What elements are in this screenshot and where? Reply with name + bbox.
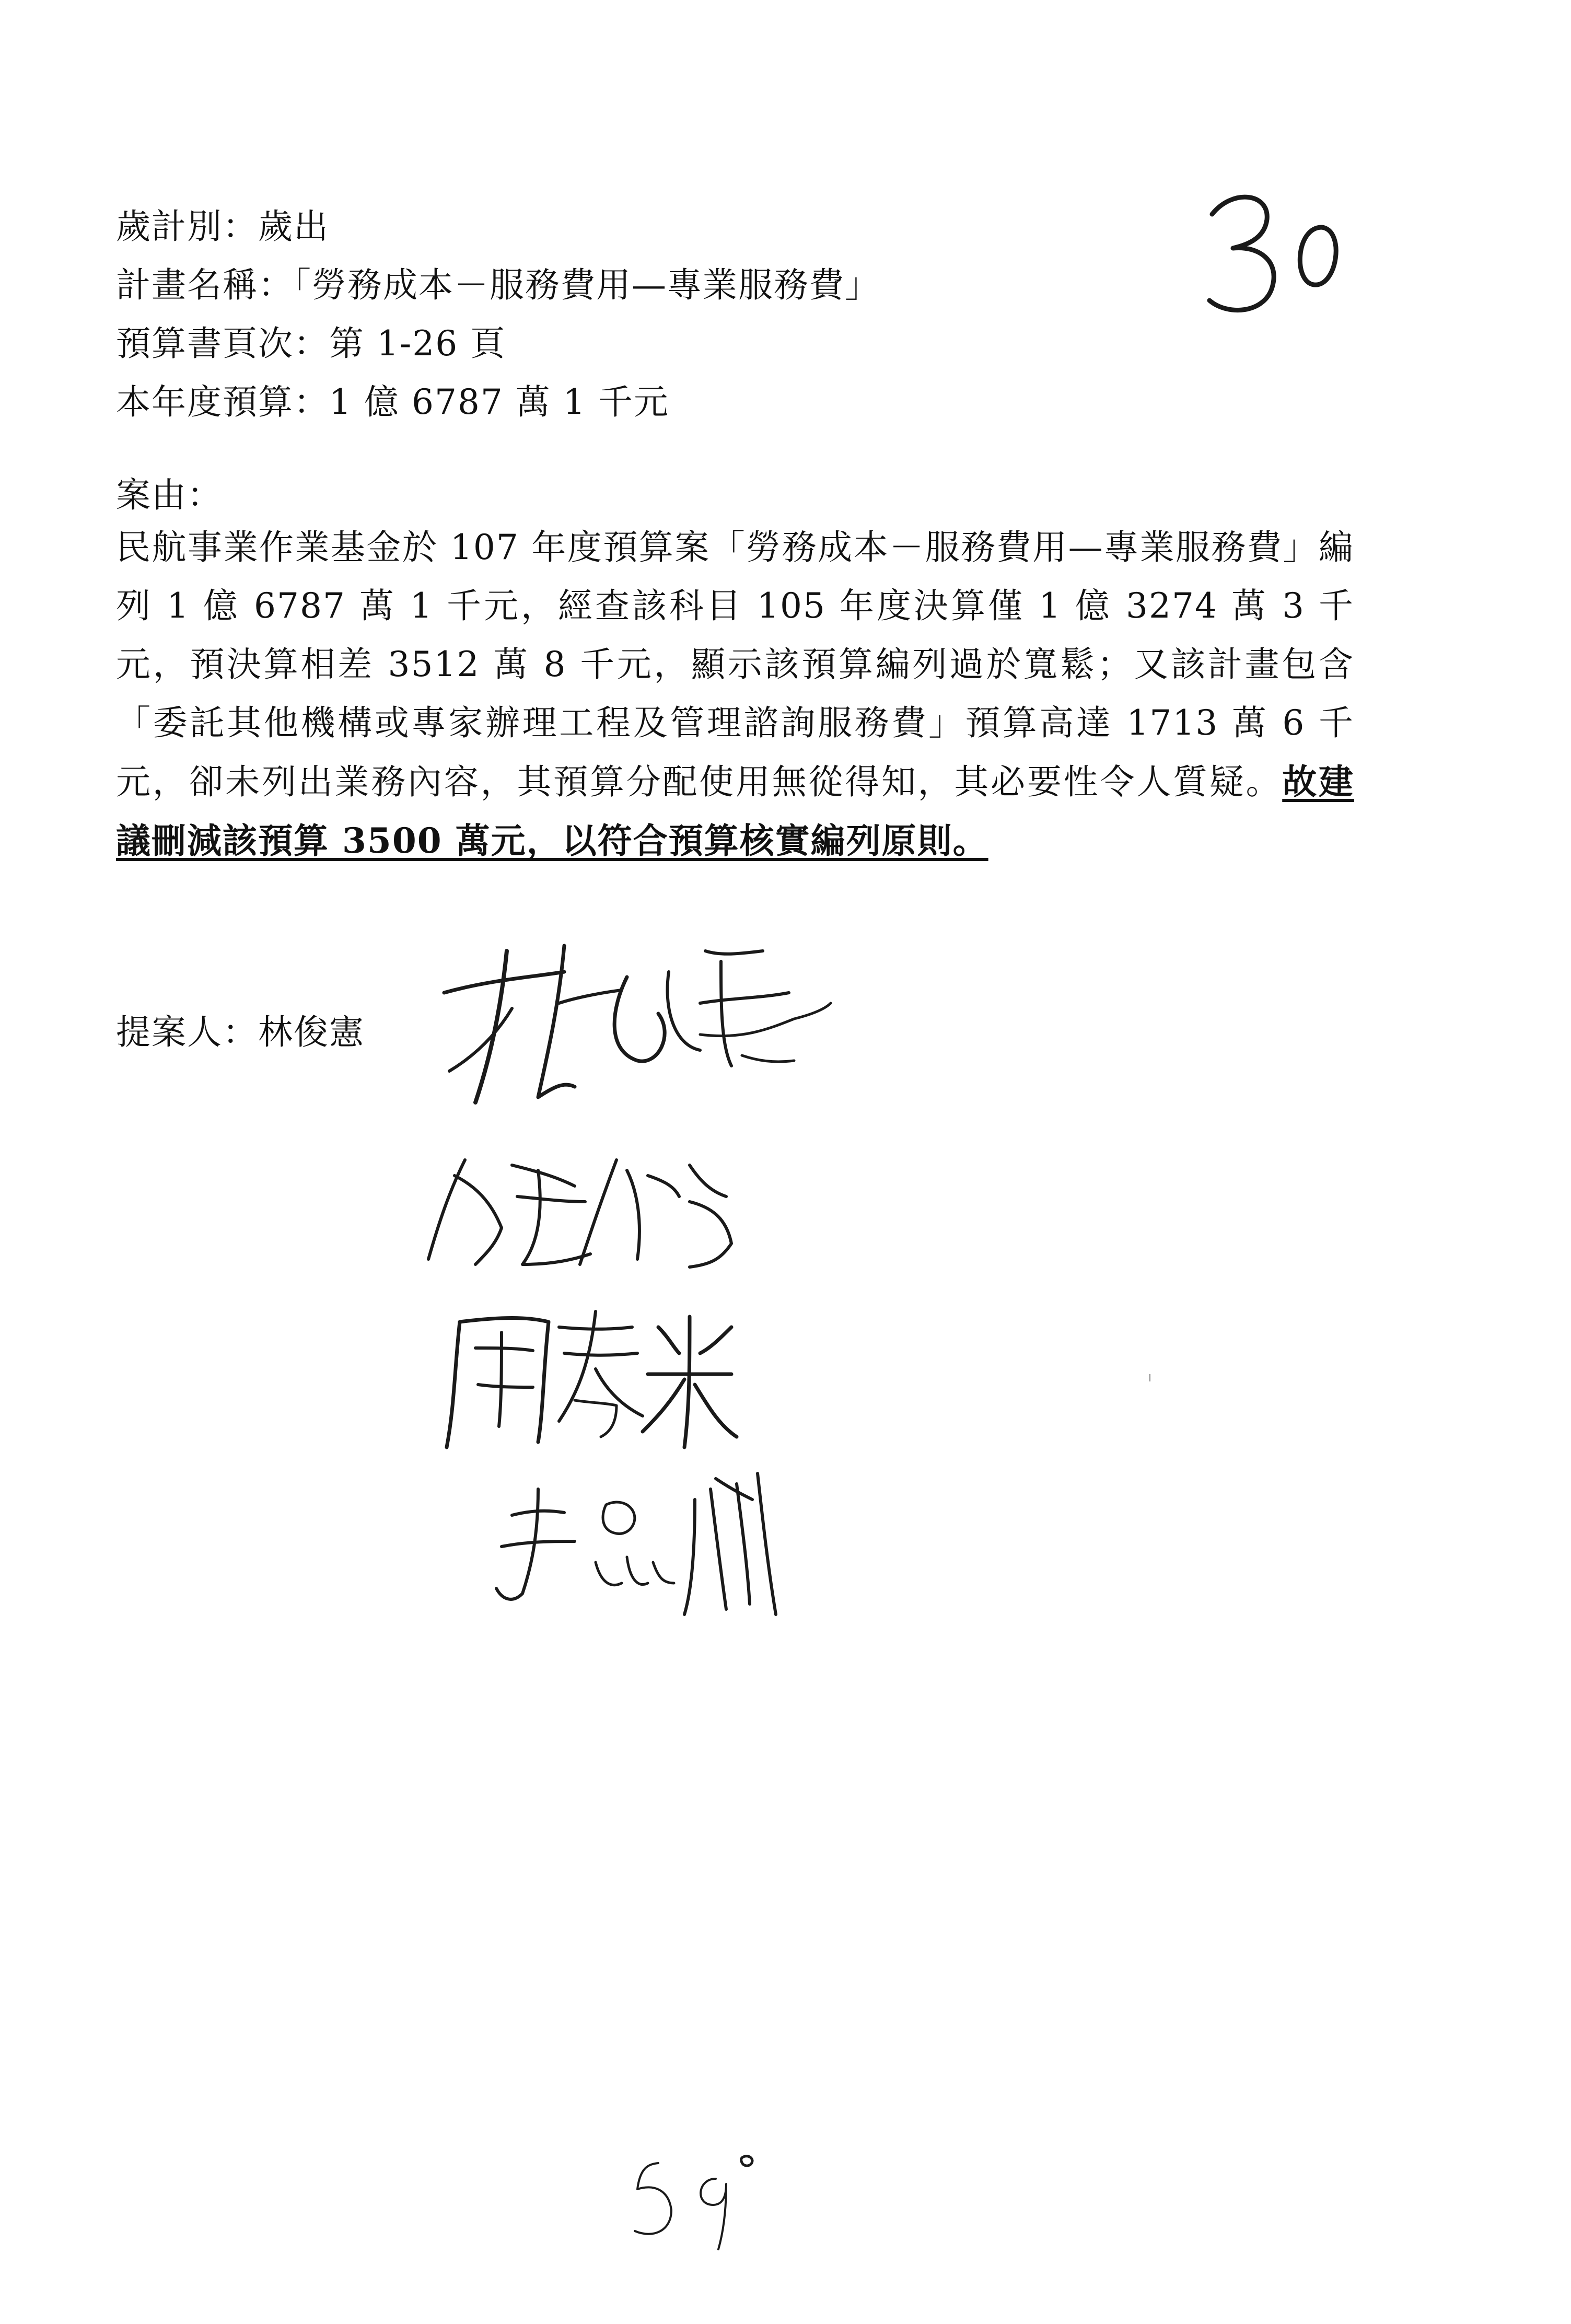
header-block <box>116 197 1265 432</box>
budget-type-line: 歲計別：歲出 <box>116 206 329 247</box>
plan-name-line: 計畫名稱：「勞務成本－服務費用—專業服務費」 <box>116 265 880 305</box>
signature-2 <box>418 1139 742 1275</box>
case-label: 案由： <box>116 475 223 515</box>
signature-4 <box>491 1458 784 1625</box>
proposer-label: 提案人：林俊憲 <box>116 1012 365 1052</box>
signature-1 <box>428 930 836 1118</box>
budget-page-line: 預算書頁次：第 1-26 頁 <box>116 323 506 364</box>
annual-budget-line: 本年度預算：1 億 6787 萬 1 千元 <box>116 382 669 422</box>
case-body <box>116 518 1354 870</box>
handwritten-page-mark <box>1202 178 1358 334</box>
case-emphasis-text: 故建議刪減該預算 3500 萬元，以符合預算核實編列原則。 <box>116 761 1355 861</box>
handwritten-footer-number <box>627 2147 763 2252</box>
scan-speck <box>1149 1374 1156 1381</box>
case-body-text: 民航事業作業基金於 107 年度預算案「勞務成本－服務費用—專業服務費」編列 1 億 6787 萬 1 千元，經查該科目 105 年度決算僅 1 億 3274 萬 3 千元，預決算相差 3512 萬 8 千元，顯示該預算編列過於寬鬆；又該計畫包含「委託其他機構或專家辦理工程及管理諮詢服務費」預算高達 1713 萬 6 千元，卻未列出業務內容，其預算分配使用無從得知，其必要性令人質疑。 <box>116 527 1354 802</box>
signature-3 <box>439 1296 742 1452</box>
